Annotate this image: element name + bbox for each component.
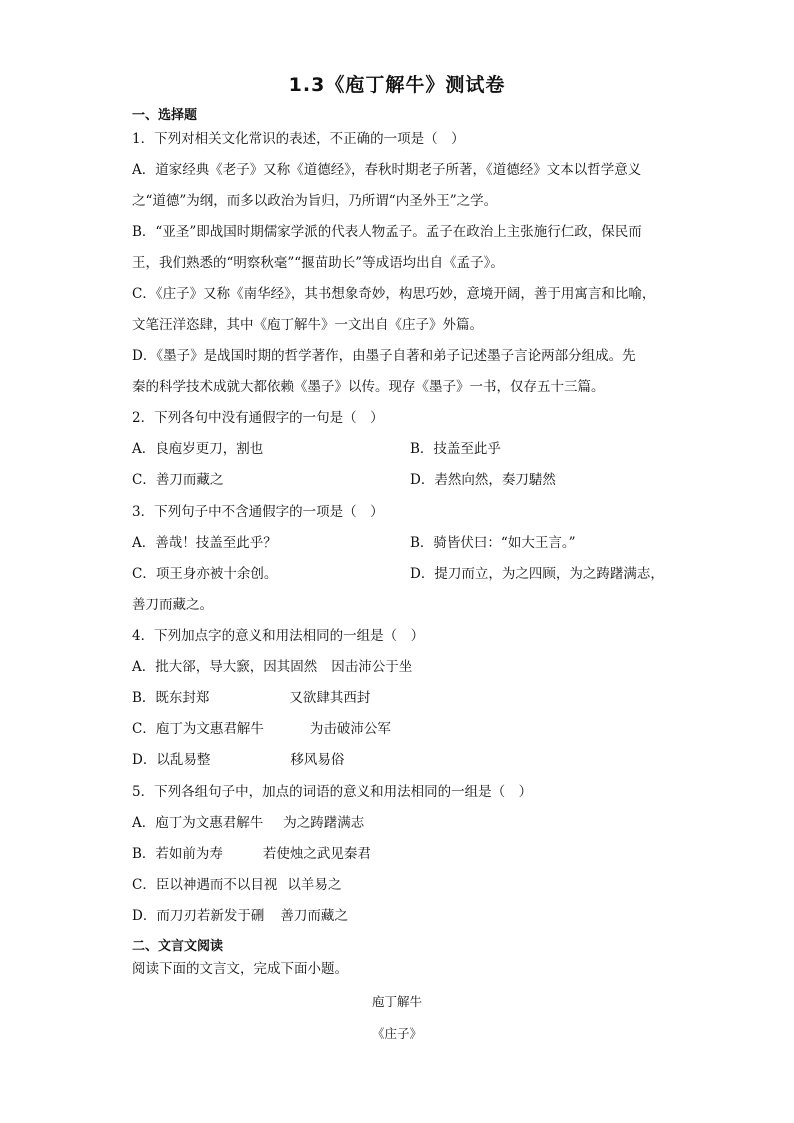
question-5-option-d <box>132 907 672 925</box>
question-1-option-d-cont: 秦的科学技术成就大都依赖《墨子》以传。现存《墨子》一书，仅存五十三篇。 <box>132 379 605 395</box>
question-5-option-d-right: 善刀而藏之 <box>280 908 348 924</box>
question-3-option-d: D．提刀而立，为之四顾，为之踌躇满志， <box>410 566 664 582</box>
question-1-option-d: D．《墨子》是战国时期的哲学著作，由墨子自著和弟子记述墨子言论两部分组成。先 <box>132 348 636 364</box>
question-1-stem: 1．下列对相关文化常识的表述，不正确的一项是（ ） <box>132 131 465 147</box>
question-4-option-a-left: A．批大郤，导大窾，因其固然 <box>132 659 318 675</box>
question-5-stem: 5．下列各组句子中，加点的词语的意义和用法相同的一组是（ ） <box>132 784 533 800</box>
question-1-option-b: B．“亚圣”即战国时期儒家学派的代表人物孟子。孟子在政治上主张施行仁政，保民而 <box>132 224 642 240</box>
section-heading-choice: 一、选择题 <box>132 108 198 123</box>
question-4-option-d-right: 移风易俗 <box>290 752 345 768</box>
question-2-option-c: C．善刀而藏之 <box>132 472 224 488</box>
question-3-option-a: A．善哉！技盖至此乎？ <box>132 535 277 551</box>
question-5-option-b-right: 若使烛之武见秦君 <box>262 846 371 862</box>
question-4-option-a <box>132 658 672 676</box>
question-5-option-c-right: 以羊易之 <box>287 877 342 893</box>
question-4-option-c-right: 为击破沛公军 <box>309 721 391 737</box>
question-4-option-d <box>132 751 672 769</box>
question-3-option-d-cont: 善刀而藏之。 <box>132 597 213 613</box>
question-3-stem: 3．下列句子中不含通假字的一项是（ ） <box>132 504 384 520</box>
question-2-stem: 2．下列各句中没有通假字的一句是（ ） <box>132 410 384 426</box>
page-title: 1.3《庖丁解牛》测试卷 <box>288 74 506 96</box>
reading-instruction: 阅读下面的文言文，完成下面小题。 <box>132 961 348 977</box>
question-4-option-b <box>132 689 672 707</box>
question-2-option-d: D．砉然向然，奏刀騞然 <box>410 472 556 488</box>
passage-source: 《庄子》 <box>371 1026 422 1041</box>
question-5-option-c <box>132 876 672 894</box>
question-4-option-a-right: 因击沛公于坐 <box>331 659 413 675</box>
question-5-option-a-left: A．庖丁为文惠君解牛 <box>132 815 264 831</box>
question-2-option-b: B．技盖至此乎 <box>410 441 501 457</box>
section-heading-reading: 二、文言文阅读 <box>132 939 224 954</box>
question-4-option-d-left: D．以乱易整 <box>132 752 211 768</box>
question-5-option-a <box>132 814 672 832</box>
passage-title: 庖丁解牛 <box>371 994 422 1009</box>
question-4-option-c <box>132 720 672 738</box>
question-1-option-a-cont: 之“道德”为纲，而多以政治为旨归，乃所谓“内圣外王”之学。 <box>132 193 498 209</box>
question-4-stem: 4．下列加点字的意义和用法相同的一组是（ ） <box>132 628 425 644</box>
question-5-option-b <box>132 845 672 863</box>
question-1-option-b-cont: 王，我们熟悉的“明察秋毫”“揠苗助长”等成语均出自《孟子》。 <box>132 255 504 271</box>
question-5-option-c-left: C．臣以神遇而不以目视 <box>132 877 278 893</box>
question-1-option-c: C．《庄子》又称《南华经》，其书想象奇妙，构思巧妙，意境开阔，善于用寓言和比喻， <box>132 286 656 302</box>
question-1-option-a: A．道家经典《老子》又称《道德经》，春秋时期老子所著，《道德经》文本以哲学意义 <box>132 162 642 178</box>
question-5-option-b-left: B．若如前为寿 <box>132 846 223 862</box>
question-2-option-a: A．良庖岁更刀，割也 <box>132 441 264 457</box>
question-4-option-c-left: C．庖丁为文惠君解牛 <box>132 721 264 737</box>
question-3-option-b: B．骑皆伏曰：“如大王言。” <box>410 535 576 551</box>
question-5-option-d-left: D．而刀刃若新发于硎 <box>132 908 265 924</box>
question-1-option-c-cont: 文笔汪洋恣肆，其中《庖丁解牛》一文出自《庄子》外篇。 <box>132 317 483 333</box>
question-5-option-a-right: 为之踌躇满志 <box>283 815 365 831</box>
question-3-option-c: C．项王身亦被十余创。 <box>132 566 278 582</box>
question-4-option-b-left: B．既东封郑 <box>132 690 210 706</box>
question-4-option-b-right: 又欲肆其西封 <box>289 690 371 706</box>
